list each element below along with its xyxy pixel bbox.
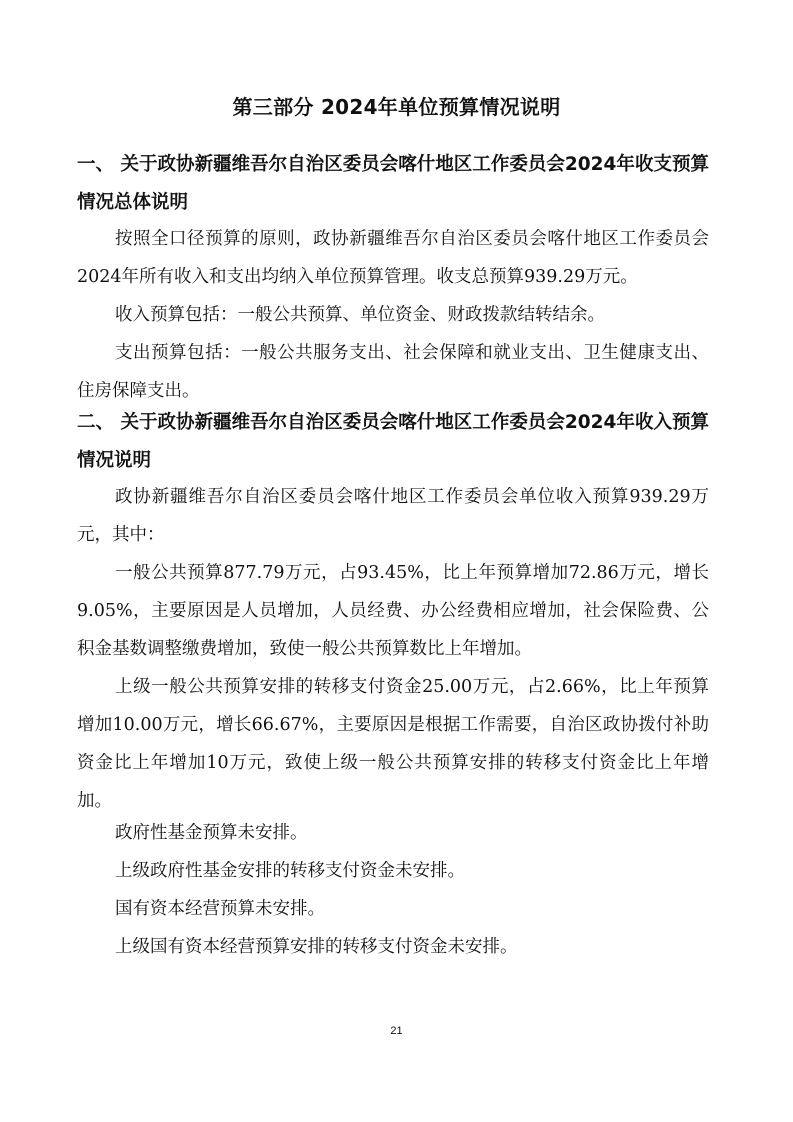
section-2-heading: 二、 关于政协新疆维吾尔自治区委员会喀什地区工作委员会2024年收入预算情况说明 <box>77 412 709 471</box>
section-2-paragraph-2: 一般公共预算877.79万元，占93.45%，比上年预算增加72.86万元，增长9.05%，主要原因是人员增加，人员经费、办公经费相应增加，社会保险费、公积金基数调整缴费增加，致使一般公共预算数比上年增加。 <box>77 563 709 659</box>
section-2-paragraph-5: 上级政府性基金安排的转移支付资金未安排。 <box>115 861 465 881</box>
section-1-paragraph-3: 支出预算包括：一般公共服务支出、社会保障和就业支出、卫生健康支出、住房保障支出。 <box>77 343 709 401</box>
section-2-paragraph-6: 国有资本经营预算未安排。 <box>115 899 325 919</box>
section-1-paragraph-1: 按照全口径预算的原则，政协新疆维吾尔自治区委员会喀什地区工作委员会2024年所有收入和支出均纳入单位预算管理。收支总预算939.29万元。 <box>77 229 709 287</box>
section-2-paragraph-1: 政协新疆维吾尔自治区委员会喀什地区工作委员会单位收入预算939.29万元，其中： <box>77 487 709 545</box>
section-1-heading: 一、 关于政协新疆维吾尔自治区委员会喀什地区工作委员会2024年收支预算情况总体说明 <box>77 154 709 213</box>
section-1-paragraph-2: 收入预算包括：一般公共预算、单位资金、财政拨款结转结余。 <box>115 305 605 325</box>
page-title: 第三部分 2024年单位预算情况说明 <box>232 95 561 119</box>
section-2-paragraph-3: 上级一般公共预算安排的转移支付资金25.00万元，占2.66%，比上年预算增加10.00万元，增长66.67%，主要原因是根据工作需要，自治区政协拨付补助资金比上年增加10万元，致使上级一般公共预算安排的转移支付资金比上年增加。 <box>77 677 709 811</box>
section-2-paragraph-4: 政府性基金预算未安排。 <box>115 823 308 843</box>
page-number: 21 <box>390 1025 403 1037</box>
section-2-paragraph-7: 上级国有资本经营预算安排的转移支付资金未安排。 <box>115 937 518 957</box>
